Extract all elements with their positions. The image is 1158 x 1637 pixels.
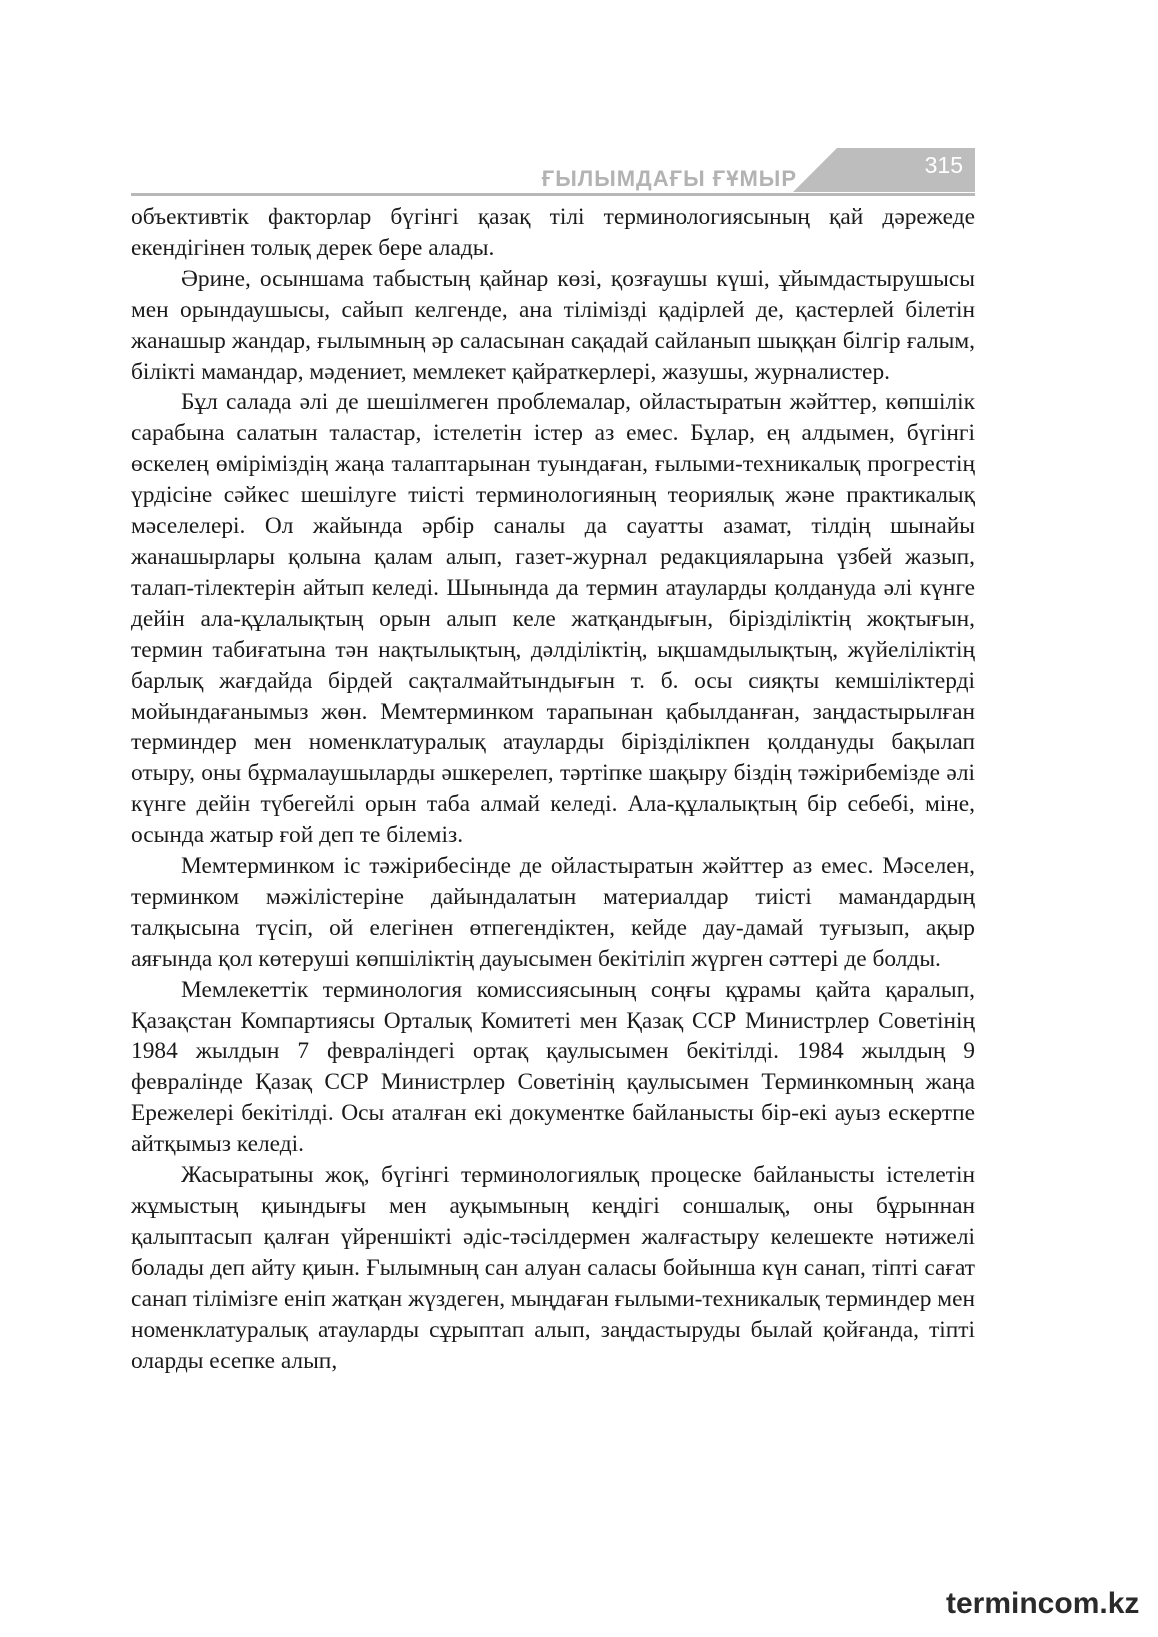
- paragraph: Мемтерминком іс тәжірибесінде де ойластыратын жәйттер аз емес. Мәселен, терминком мәжілістеріне дайындалатын материалдар тиісті мамандардың талқысына түсіп, ой елегінен өтпегендіктен, кейде дау-дамай туғызып, ақыр аяғында қол көтеруші көпшіліктің дауысымен бекітіліп жүрген сәттері де болды.: [131, 853, 975, 972]
- running-header-title: ҒЫЛЫМДАҒЫ ҒҰМЫР: [541, 166, 797, 191]
- page-number: 315: [924, 152, 963, 178]
- magnifier-o-icon: [946, 1581, 1146, 1623]
- paragraph: Әрине, осыншама табыстың қайнар көзі, қозғаушы күші, ұйымдастырушысы мен орындаушысы, сайып келгенде, ана тілімізді қадірлей де, қастерлей білетін жанашыр жандар, ғылымның әр саласынан сақадай сайланып шыққан білгір ғалым, білікті мамандар, мәдениет, мемлекет қайраткерлері, жазушы, журналистер.: [131, 265, 975, 385]
- paragraph: Бұл салада әлі де шешілмеген проблемалар, ойластыратын жәйттер, көпшілік сарабына салатын таластар, істелетін істер аз емес. Бұлар, ең алдымен, бүгінгі өскелең өміріміздің жаңа талаптарынан туындаған, ғылыми-техникалық прогрестің үрдісіне сәйкес шешілуге тиісті терминологияның теориялық және практикалық мәселелері. Ол жайында әрбір саналы да сауатты азамат, тілдің шынайы жанашырлары қолына қалам алып, газет-журнал редакцияларына үзбей жазып, талап-тілектерін айтып келеді. Шынында да термин атауларды қолдануда әлі күнге дейін ала-құлалықтың орын алып келе жатқандығын, бірізділіктің жоқтығын, термин табиғатына тән нақтылықтың, дәлділіктің, ықшамдылықтың, жүйеліліктің барлық жағдайда бірдей сақталмайтындығын т. б. осы сияқты кемшіліктерді мойындағанымыз жөн. Мемтерминком тарапынан қабылданған, заңдастырылған терминдер мен номенклатуралық атауларды бірізділікпен қолдануды бақылап отыру, оны бұрмалаушыларды әшкерелеп, тәртіпке шақыру біздің тәжірибемізде әлі күнге дейін түбегейлі орын таба алмай келеді. Ала-құлалықтың бір себебі, міне, осында жатыр ғой деп те білеміз.: [131, 389, 975, 849]
- watermark-logo: [946, 1581, 1146, 1623]
- svg-text:termincom.kz: termincom.kz: [946, 1587, 1140, 1620]
- paragraph-continued: объективтік факторлар бүгінгі қазақ тілі терминологиясының қай дәрежеде екендігінен толық дерек бере алады.: [131, 204, 975, 261]
- page-number-tab: [793, 148, 975, 194]
- paragraph: Мемлекеттік терминология комиссиясының соңғы құрамы қайта қаралып, Қазақстан Компартиясы Орталық Комитеті мен Қазақ ССР Министрлер Советінің 1984 жылдын 7 февраліндегі ортақ қаулысымен бекітілді. 1984 жылдың 9 февралінде Қазақ ССР Министрлер Советінің қаулысымен Терминкомның жаңа Ережелері бекітілді. Осы аталған екі документке байланысты бір-екі ауыз ескертпе айтқымыз келеді.: [131, 976, 975, 1158]
- paragraph: Жасыратыны жоқ, бүгінгі терминологиялық процеске байланысты істелетін жұмыстың қиындығы мен ауқымының кеңдігі соншалық, оны бұрыннан қалыптасып қалған үйреншікті әдіс-тәсілдермен жалғастыру келешекте нәтижелі болады деп айту қиын. Ғылымның сан алуан саласы бойынша күн санап, тіпті сағат санап тілімізге еніп жатқан жүздеген, мыңдаған ғылыми-техникалық терминдер мен номенклатуралық атауларды сұрыптап алып, заңдастыруды былай қойғанда, тіпті оларды есепке алып,: [131, 1162, 975, 1374]
- running-header: [131, 148, 975, 196]
- body-text: [131, 202, 975, 1376]
